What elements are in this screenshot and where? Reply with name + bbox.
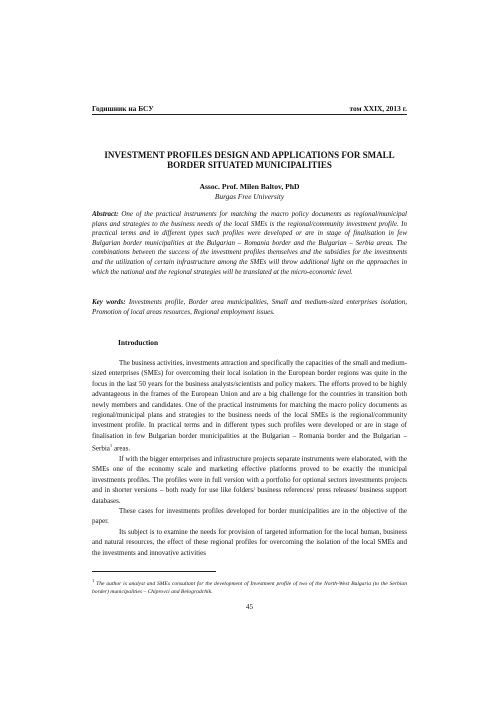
keywords-label: Key words:: [92, 298, 126, 306]
running-header-journal: Годишник на БСУ: [92, 104, 154, 113]
running-header-volume: том XXIX, 2013 г.: [349, 104, 407, 113]
paragraph: [92, 358, 407, 454]
abstract-text: One of the practical instruments for matching the macro policy documents as regional/municipal plans and strategies to the business needs of the local SMEs is the regional/community investment profile. In practical terms and in different types such profiles were developed or are in stage of finalisation in few Bulgarian border municipalities at the Bulgarian – Romania border and the Bulgarian – Serbia areas. The combinations between the success of the investment profiles themselves and the subsidies for the investments and the utilization of certain infrastructure among the SMEs will throw additional light on the approaches in which the national and the regional strategies will be translated at the micro-economic level.: [92, 210, 407, 276]
footnote-ref: 1: [109, 443, 113, 449]
body-text: [92, 358, 407, 558]
footnote: [92, 577, 407, 596]
paper-title: INVESTMENT PROFILES DESIGN AND APPLICATIONS FOR SMALL BORDER SITUATED MUNICIPALITIES: [104, 150, 395, 170]
footnote-divider: [92, 571, 216, 572]
keywords-text: Investments profile, Border area municipalities, Small and medium-sized enterprises isolation, Promotion of local areas resources, Regional employment issues.: [92, 298, 407, 316]
paragraph-text: areas.: [112, 444, 131, 453]
author-name: Assoc. Prof. Milen Baltov, PhD: [199, 182, 300, 191]
paragraph: These cases for investments profiles developed for border municipalities are in the objective of the paper.: [92, 507, 407, 526]
author-affiliation: Burgas Free University: [214, 192, 285, 201]
footnote-text: The author is analyst and SMEs consultant for the development of Investment profile of two of the North-West Bulgaria (to the Serbian border) municipalities – Chiprovci and Belogradchik.: [92, 580, 407, 595]
paragraph-text: The business activities, investments attraction and specifically the capacities of the small and medium-sized enterprises (SMEs) for overcoming their local isolation in the European border regions was quite in the focus in the last 50 years for the business analysts/scientists and policy makers. The efforts proved to be highly advantageous in the frames of the European Union and are a big challenge for the countries in transition both newly members and candidates. One of the practical instruments for matching the macro policy documents as regional/municipal plans and strategies to the business needs of the local SMEs is the regional/community investment profile. In practical terms and in different types such profiles were developed or are in stage of finalisation in few Bulgarian border municipalities at the Bulgarian – Romania border and the Bulgarian – Serbia: [92, 359, 407, 453]
abstract-label: Abstract:: [92, 210, 119, 218]
paragraph: If with the bigger enterprises and infrastructure projects separate instruments were elaborated, with the SMEs one of the economy scale and marketing effective platforms proved to be exactly the municipal investments profiles. The profiles were in full version with a portfolio for optional sectors investments projects and in shorter versions – both ready for use like folders/ business references/ press releases/ business support databases.: [92, 454, 407, 505]
paragraph: Its subject is to examine the needs for provision of targeted information for the local human, business and natural resources, the effect of these regional profiles for overcoming the isolation of the local SMEs and the investments and innovative activities: [92, 527, 407, 557]
section-heading-introduction: Introduction: [118, 338, 159, 347]
header-divider: [92, 114, 407, 115]
abstract: [92, 210, 407, 277]
keywords: [92, 298, 407, 317]
page-number: 45: [246, 603, 253, 611]
footnote-mark: 1: [92, 578, 95, 583]
